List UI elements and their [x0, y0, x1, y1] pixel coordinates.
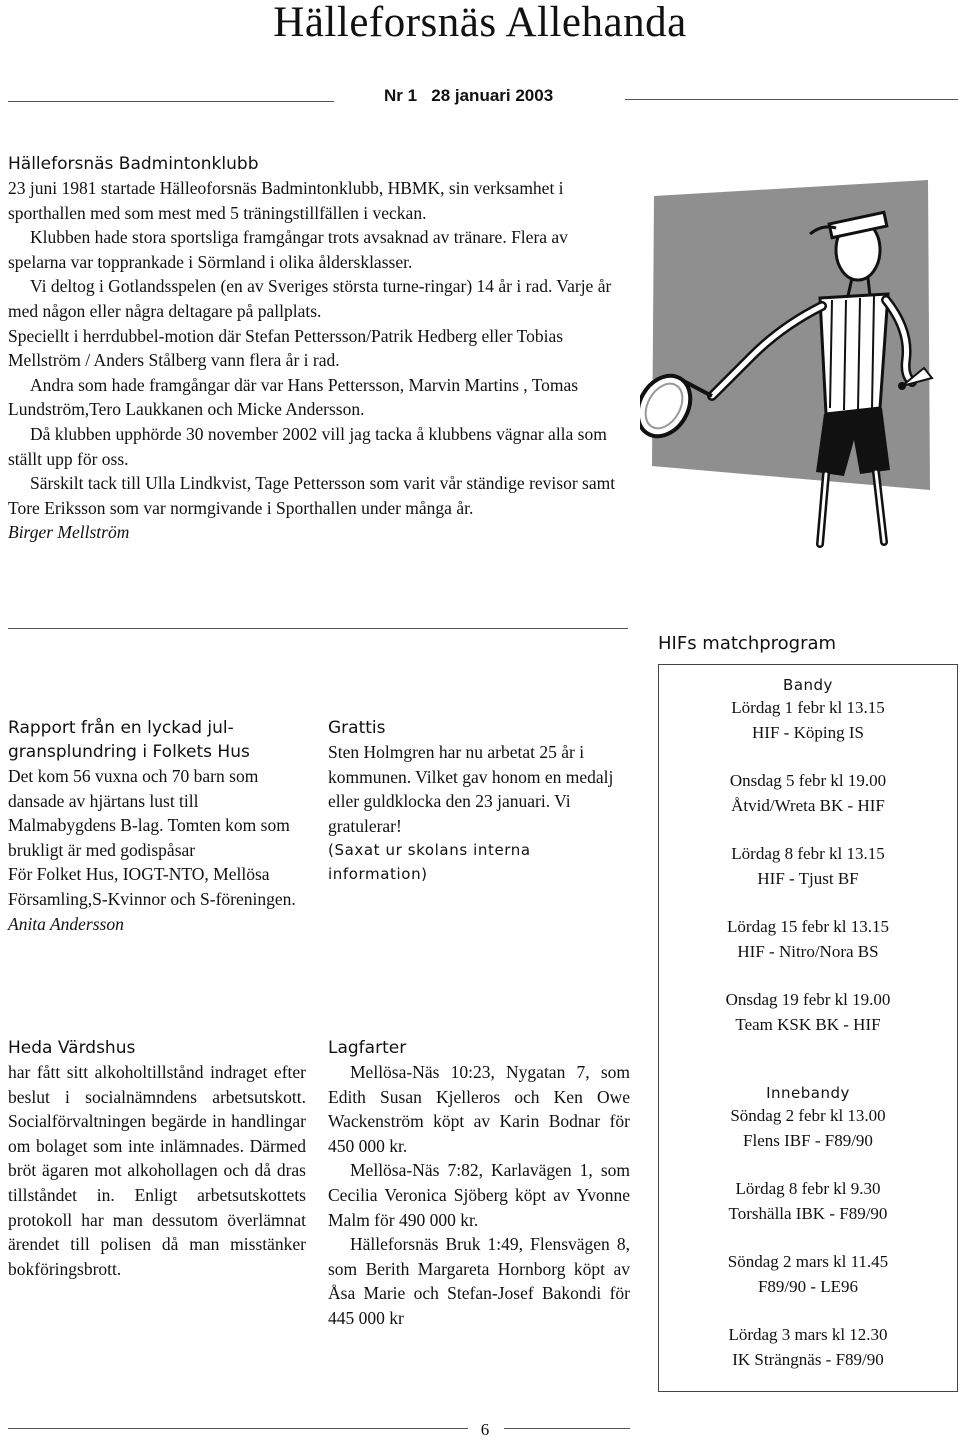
article-julgran-heading-2: gransplundring i Folkets Hus: [8, 742, 250, 762]
masthead-rule-left: [8, 101, 334, 102]
article-badminton: [8, 152, 620, 545]
innebandy-match-teams: Flens IBF - F89/90: [743, 1130, 873, 1150]
bandy-match-teams: HIF - Köping IS: [752, 722, 864, 742]
bandy-match-4: [659, 915, 957, 964]
article-vardshus-heading: Heda Värdshus: [8, 1038, 136, 1058]
bandy-match-1: [659, 696, 957, 745]
article-badminton-p7: Särskilt tack till Ulla Lindkvist, Tage Pettersson som varit vår ständige revisor samt Tore Eriksson som var normgivande i Sporthallen under många år.: [8, 473, 616, 518]
article-grattis-p1: Sten Holmgren har nu arbetat 25 år i kommunen. Vilket gav honom en medalj eller guldklocka den 23 januari. Vi gratulerar!: [328, 742, 614, 836]
bandy-match-teams: Åtvid/Wreta BK - HIF: [731, 795, 885, 815]
bandy-match-teams: HIF - Nitro/Nora BS: [737, 941, 879, 961]
article-grattis-heading: Grattis: [328, 718, 386, 738]
masthead-title: Hälleforsnäs Allehanda: [273, 0, 687, 46]
innebandy-match-2: [659, 1177, 957, 1226]
article-julgran-p1: Det kom 56 vuxna och 70 barn som dansade av hjärtans lust till Malmabygdens B-lag. Tomten kom som brukligt är med godispåsar: [8, 766, 290, 860]
matchprogram-title: HIFs matchprogram: [658, 633, 837, 654]
bandy-match-date: Lördag 15 febr kl 13.15: [727, 917, 889, 936]
article-vardshus: [8, 1036, 306, 1281]
innebandy-match-date: Söndag 2 mars kl 11.45: [727, 1252, 889, 1271]
issue-line: [384, 86, 553, 106]
article-vardshus-p1: har fått sitt alkoholtillstånd indraget efter beslut i socialnämndens arbetsutskott. Socialförvaltningen begärde in handlingar om bolaget som inte inlämnades. Därmed bröt ägaren mot alkohollagen och då dras tillståndet in. Enligt arbetsutskottets protokoll har man dessutom överlämnat ärendet till polisen då man misstänker bokföringsbrott.: [8, 1062, 306, 1279]
article-julgran-p2: För Folket Hus, IOGT-NTO, Mellösa Församling,S-Kvinnor och S-föreningen.: [8, 864, 296, 909]
masthead-rule-right: [625, 99, 958, 100]
article-badminton-p1: 23 juni 1981 startade Hälleoforsnäs Badmintonklubb, HBMK, sin verksamhet i sporthallen med som mest med 5 träningstillfällen i veckan.: [8, 178, 564, 223]
matchprogram-bandy-label: Bandy: [783, 676, 833, 694]
article-julgran-signature: Anita Andersson: [8, 913, 124, 934]
innebandy-match-teams: F89/90 - LE96: [757, 1276, 859, 1296]
article-julgran: [8, 716, 306, 936]
issue-date: 28 januari 2003: [431, 86, 554, 105]
article-badminton-p5: Andra som hade framgångar där var Hans Pettersson, Marvin Martins , Tomas Lundström,Tero Laukkanen och Micke Andersson.: [8, 374, 579, 420]
article-lagfarter-heading: Lagfarter: [328, 1038, 407, 1058]
article-lagfarter-p1: Mellösa-Näs 10:23, Nygatan 7, som Edith Susan Kjelleros och Ken Owe Wackenström köpt av Karin Bodnar för 450 000 kr.: [328, 1062, 630, 1156]
article-badminton-p2: Klubben hade stora sportsliga framgångar trots avsaknad av tränare. Flera av spelarna var topprankade i Sörmland i olika åldersklasser.: [8, 227, 568, 272]
footer-rule-right: [504, 1428, 630, 1429]
innebandy-match-3: [659, 1250, 957, 1299]
footer-rule-left: [8, 1428, 468, 1429]
innebandy-match-date: Lördag 3 mars kl 12.30: [728, 1325, 888, 1344]
section-divider: [8, 628, 628, 629]
article-badminton-p3: Vi deltog i Gotlandsspelen (en av Sveriges största turne-ringar) 14 år i rad. Varje år med någon eller några deltagare på pallplats.: [8, 276, 612, 321]
issue-number: Nr 1: [384, 86, 418, 105]
bandy-match-date: Lördag 8 febr kl 13.15: [731, 844, 885, 863]
article-julgran-heading-1: Rapport från en lyckad jul-: [8, 718, 234, 738]
article-badminton-signature: Birger Mellström: [8, 522, 130, 543]
badminton-player-drawing: [640, 178, 960, 598]
innebandy-match-1: [659, 1104, 957, 1153]
page-number: 6: [480, 1420, 490, 1439]
innebandy-match-date: Lördag 8 febr kl 9.30: [735, 1179, 881, 1198]
bandy-match-teams: Team KSK BK - HIF: [735, 1014, 881, 1034]
article-badminton-p4: Speciellt i herrdubbel-motion där Stefan Pettersson/Patrik Hedberg eller Tobias Mellström / Anders Stålberg vann flera år i rad.: [8, 325, 564, 371]
bandy-match-date: Onsdag 19 febr kl 19.00: [725, 990, 891, 1009]
innebandy-match-4: [659, 1323, 957, 1372]
badminton-illustration: [640, 178, 960, 598]
article-badminton-heading: Hälleforsnäs Badmintonklubb: [8, 154, 259, 174]
bandy-match-date: Lördag 1 febr kl 13.15: [731, 698, 885, 717]
bandy-match-date: Onsdag 5 febr kl 19.00: [729, 771, 887, 790]
innebandy-match-teams: IK Strängnäs - F89/90: [732, 1349, 884, 1369]
bandy-match-5: [659, 988, 957, 1037]
article-badminton-p6: Då klubben upphörde 30 november 2002 vill jag tacka å klubbens vägnar alla som ställt upp för oss.: [8, 423, 607, 469]
innebandy-match-teams: Torshälla IBK - F89/90: [728, 1203, 888, 1223]
bandy-match-teams: HIF - Tjust BF: [757, 868, 859, 888]
article-grattis: [328, 716, 632, 886]
innebandy-match-date: Söndag 2 febr kl 13.00: [730, 1106, 886, 1125]
article-lagfarter-p3: Hälleforsnäs Bruk 1:49, Flensvägen 8, som Berith Margareta Hornborg köpt av Åsa Marie och Stefan-Josef Bakondi för 445 000 kr: [328, 1234, 630, 1328]
matchprogram-innebandy-label: Innebandy: [766, 1084, 850, 1102]
bandy-match-2: [659, 769, 957, 818]
matchprogram-box: [658, 664, 958, 1392]
article-lagfarter-p2: Mellösa-Näs 7:82, Karlavägen 1, som Cecilia Veronica Sjöberg köpt av Yvonne Malm för 490 000 kr.: [328, 1160, 630, 1230]
article-lagfarter: [328, 1036, 630, 1331]
article-grattis-note: (Saxat ur skolans interna information): [328, 841, 531, 884]
bandy-match-3: [659, 842, 957, 891]
